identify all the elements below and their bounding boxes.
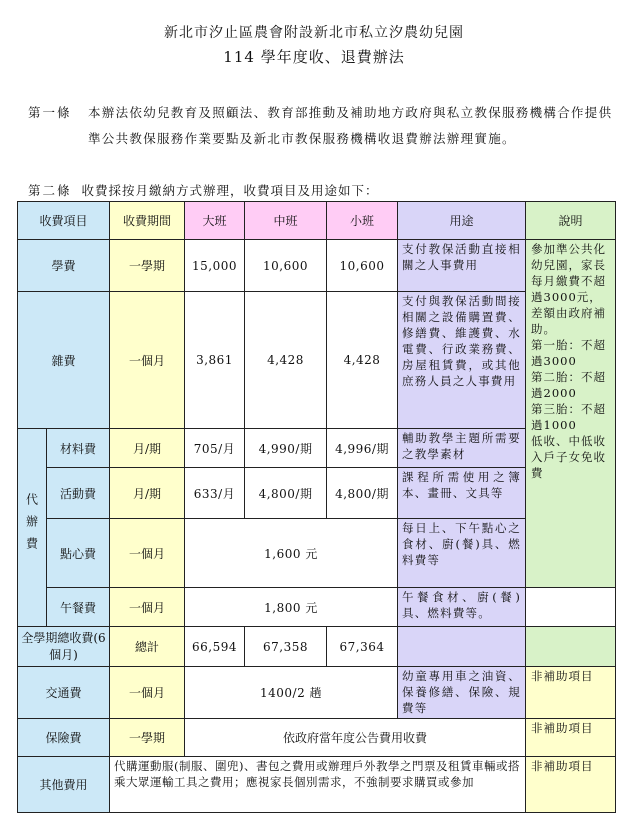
lunch-use: 午餐食材、廚(餐)具、燃料費等。 [398,588,526,627]
tuition-small: 10,600 [327,240,398,292]
total-item: 全學期總收費(6個月) [18,627,110,667]
transport-period: 一個月 [110,667,185,719]
transport-use: 幼童專用車之油資、保養修繕、保險、規費等 [398,667,526,719]
tuition-item: 學費 [18,240,110,292]
other-text: 代購運動服(制服、圍兜)、書包之費用或辦理戶外教學之門票及租賃車輛或搭乘大眾運輸工具之費用；應視家長個別需求，不強制要求購買或參加 [110,757,526,813]
materials-big: 705/月 [185,429,245,468]
total-note-empty [526,627,616,667]
total-big: 66,594 [185,627,245,667]
activity-use: 課程所需使用之簿本、畫冊、文具等 [398,468,526,519]
lunch-amount: 1,800 元 [185,588,398,627]
header-item: 收費項目 [18,202,110,240]
tuition-use: 支付教保活動直接相關之人事費用 [398,240,526,292]
lunch-period: 一個月 [110,588,185,627]
insurance-note: 非補助項目 [526,719,616,757]
materials-use: 輔助教學主題所需要之教學素材 [398,429,526,468]
lunch-item: 午餐費 [47,588,110,627]
insurance-item: 保險費 [18,719,110,757]
transport-item: 交通費 [18,667,110,719]
article-2 [28,181,379,199]
misc-item: 雜費 [18,292,110,429]
snack-use: 每日上、下午點心之食材、廚(餐)具、燃料費等 [398,519,526,588]
activity-mid: 4,800/期 [245,468,327,519]
fee-table [17,201,616,813]
activity-small: 4,800/期 [327,468,398,519]
subsidy-note: 參加準公共化幼兒園，家長每月繳費不超過3000元，差額由政府補助。 第一胎：不超過3000 第二胎：不超過2000 第三胎：不超過1000 低收、中低收入戶子女免收費 [526,240,616,588]
header-small-class: 小班 [327,202,398,240]
activity-item: 活動費 [47,468,110,519]
snack-item: 點心費 [47,519,110,588]
school-name: 新北市汐止區農會附設新北市私立汐農幼兒園 [164,25,464,41]
other-row [18,757,616,813]
materials-mid: 4,990/期 [245,429,327,468]
snack-period: 一個月 [110,519,185,588]
activity-big: 633/月 [185,468,245,519]
transport-note: 非補助項目 [526,667,616,719]
agency-fee-text: 代辦費 [24,493,39,559]
transport-amount: 1400/2 趟 [185,667,398,719]
misc-big: 3,861 [185,292,245,429]
total-row [18,627,616,667]
article-2-text: 收費採按月繳納方式辦理，收費項目及用途如下： [81,183,379,198]
other-item: 其他費用 [18,757,110,813]
misc-period: 一個月 [110,292,185,429]
tuition-row [18,240,616,292]
tuition-big: 15,000 [185,240,245,292]
materials-item: 材料費 [47,429,110,468]
article-1 [28,100,618,152]
transport-row [18,667,616,719]
total-mid: 67,358 [245,627,327,667]
document-title: 114 學年度收、退費辦法 [223,48,405,66]
activity-period: 月/期 [110,468,185,519]
article-1-text: 本辦法依幼兒教育及照顧法、教育部推動及補助地方政府與私立教保服務機構合作提供準公共教保服務作業要點及新北市教保服務機構收退費辦法辦理實施。 [88,105,613,146]
insurance-period: 一學期 [110,719,185,757]
header-mid-class: 中班 [245,202,327,240]
tuition-period: 一學期 [110,240,185,292]
misc-mid: 4,428 [245,292,327,429]
header-use: 用途 [398,202,526,240]
insurance-row [18,719,616,757]
tuition-mid: 10,600 [245,240,327,292]
article-2-label: 第二條 [28,183,72,198]
materials-small: 4,996/期 [327,429,398,468]
total-period: 總計 [110,627,185,667]
header-note: 說明 [526,202,616,240]
misc-small: 4,428 [327,292,398,429]
header-big-class: 大班 [185,202,245,240]
snack-amount: 1,600 元 [185,519,398,588]
total-small: 67,364 [327,627,398,667]
misc-use: 支付與教保活動間接相關之設備購置費、修繕費、維護費、水電費、行政業務費、房屋租賃費，或其他庶務人員之人事費用 [398,292,526,429]
lunch-row [18,588,616,627]
header-row [18,202,616,240]
materials-period: 月/期 [110,429,185,468]
header-period: 收費期間 [110,202,185,240]
other-note: 非補助項目 [526,757,616,813]
total-use-empty [398,627,526,667]
agency-fee-label [18,429,47,627]
insurance-amount: 依政府當年度公告費用收費 [185,719,526,757]
article-1-label: 第一條 [28,105,72,120]
